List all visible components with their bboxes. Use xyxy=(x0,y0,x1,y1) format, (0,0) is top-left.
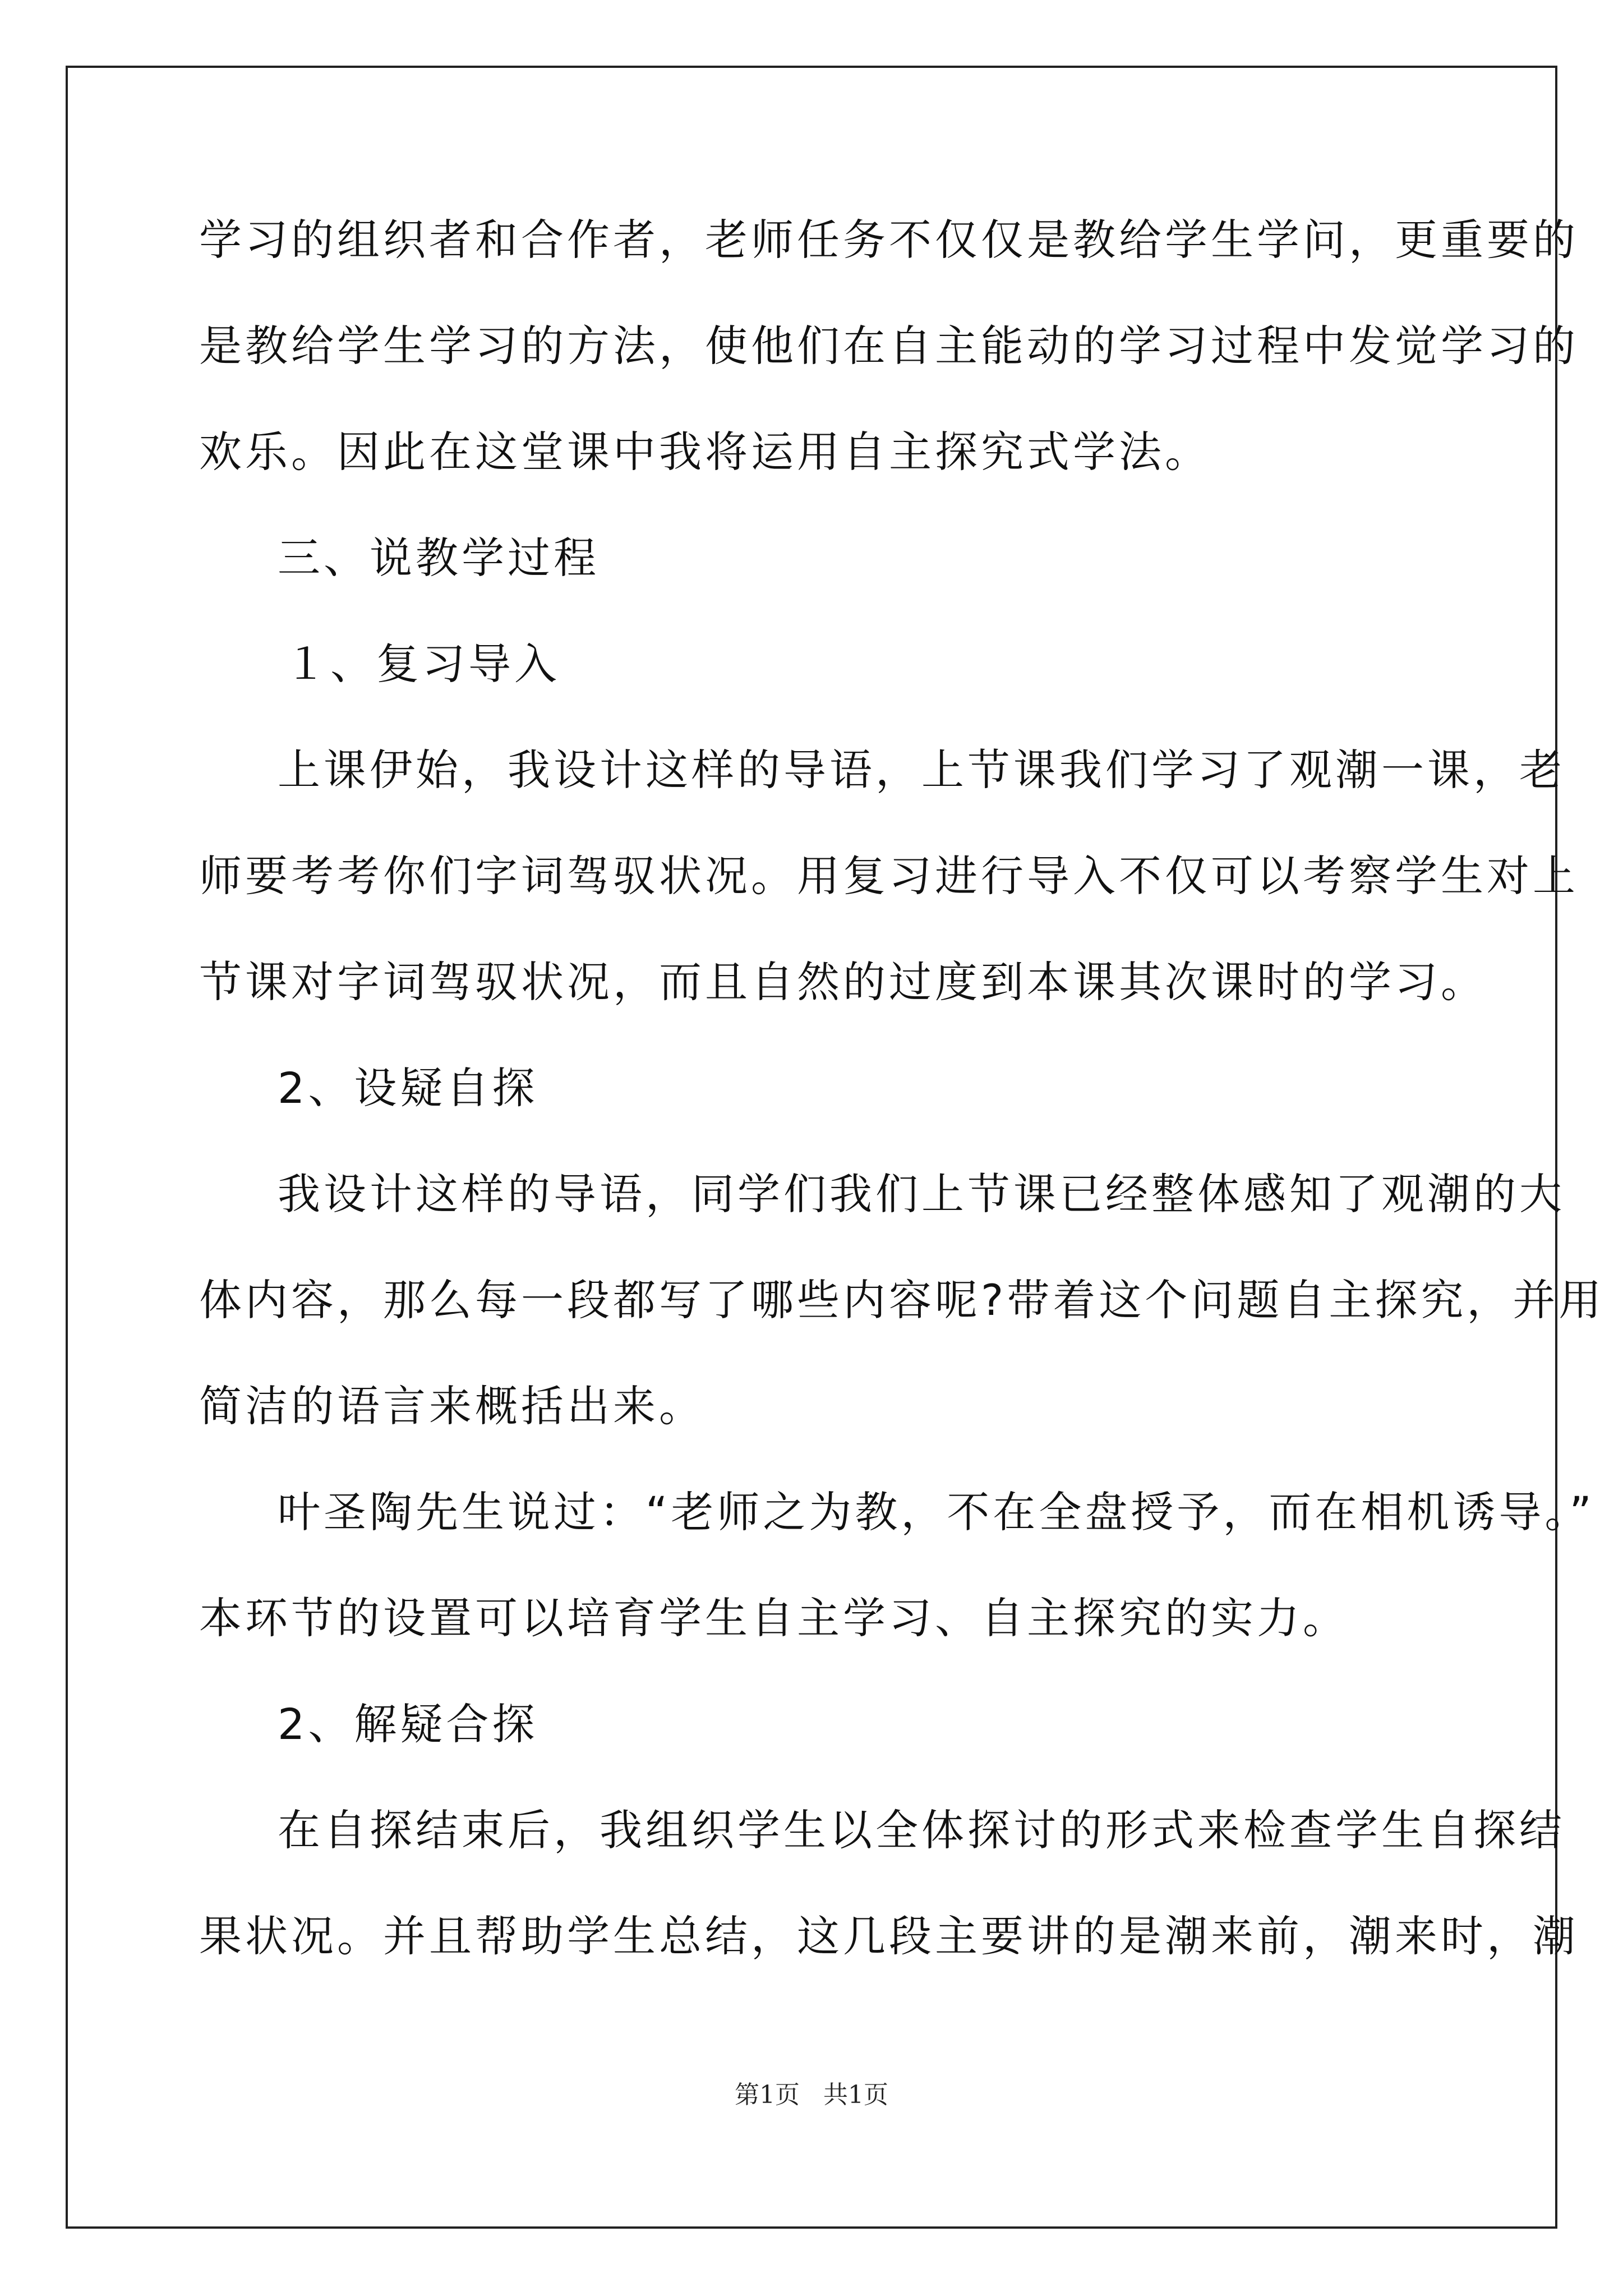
text-line: 果状况。并且帮助学生总结，这几段主要讲的是潮来前，潮来时，潮 xyxy=(199,1911,1579,1961)
subsection-heading: １、复习导入 xyxy=(284,639,560,689)
page-total: 共1页 xyxy=(823,2081,888,2109)
page-frame xyxy=(66,66,1557,2229)
text-line: 叶圣陶先生说过：“老师之为教，不在全盘授予，而在相机诱导。” xyxy=(278,1487,1595,1537)
page-footer xyxy=(0,2078,1623,2112)
text-line: 学习的组织者和合作者，老师任务不仅仅是教给学生学问，更重要的 xyxy=(199,215,1579,265)
text-line: 本环节的设置可以培育学生自主学习、自主探究的实力。 xyxy=(199,1593,1349,1643)
text-line: 体内容，那么每一段都写了哪些内容呢?带着这个问题自主探究，并用 xyxy=(199,1275,1605,1325)
section-heading: 三、说教学过程 xyxy=(278,533,600,583)
text-line: 简洁的语言来概括出来。 xyxy=(199,1381,705,1431)
text-line: 节课对字词驾驭状况，而且自然的过度到本课其次课时的学习。 xyxy=(199,957,1487,1007)
text-line: 是教给学生学习的方法，使他们在自主能动的学习过程中发觉学习的 xyxy=(199,321,1579,371)
text-line: 欢乐。因此在这堂课中我将运用自主探究式学法。 xyxy=(199,427,1211,477)
text-line: 上课伊始，我设计这样的导语，上节课我们学习了观潮一课，老 xyxy=(278,745,1565,795)
page-number: 第1页 xyxy=(735,2081,800,2109)
subsection-heading: 2、解疑合探 xyxy=(278,1699,538,1749)
text-line: 师要考考你们字词驾驭状况。用复习进行导入不仅可以考察学生对上 xyxy=(199,851,1579,901)
subsection-heading: 2、设疑自探 xyxy=(278,1063,538,1113)
text-line: 我设计这样的导语，同学们我们上节课已经整体感知了观潮的大 xyxy=(278,1169,1565,1219)
text-line: 在自探结束后，我组织学生以全体探讨的形式来检查学生自探结 xyxy=(278,1805,1565,1855)
